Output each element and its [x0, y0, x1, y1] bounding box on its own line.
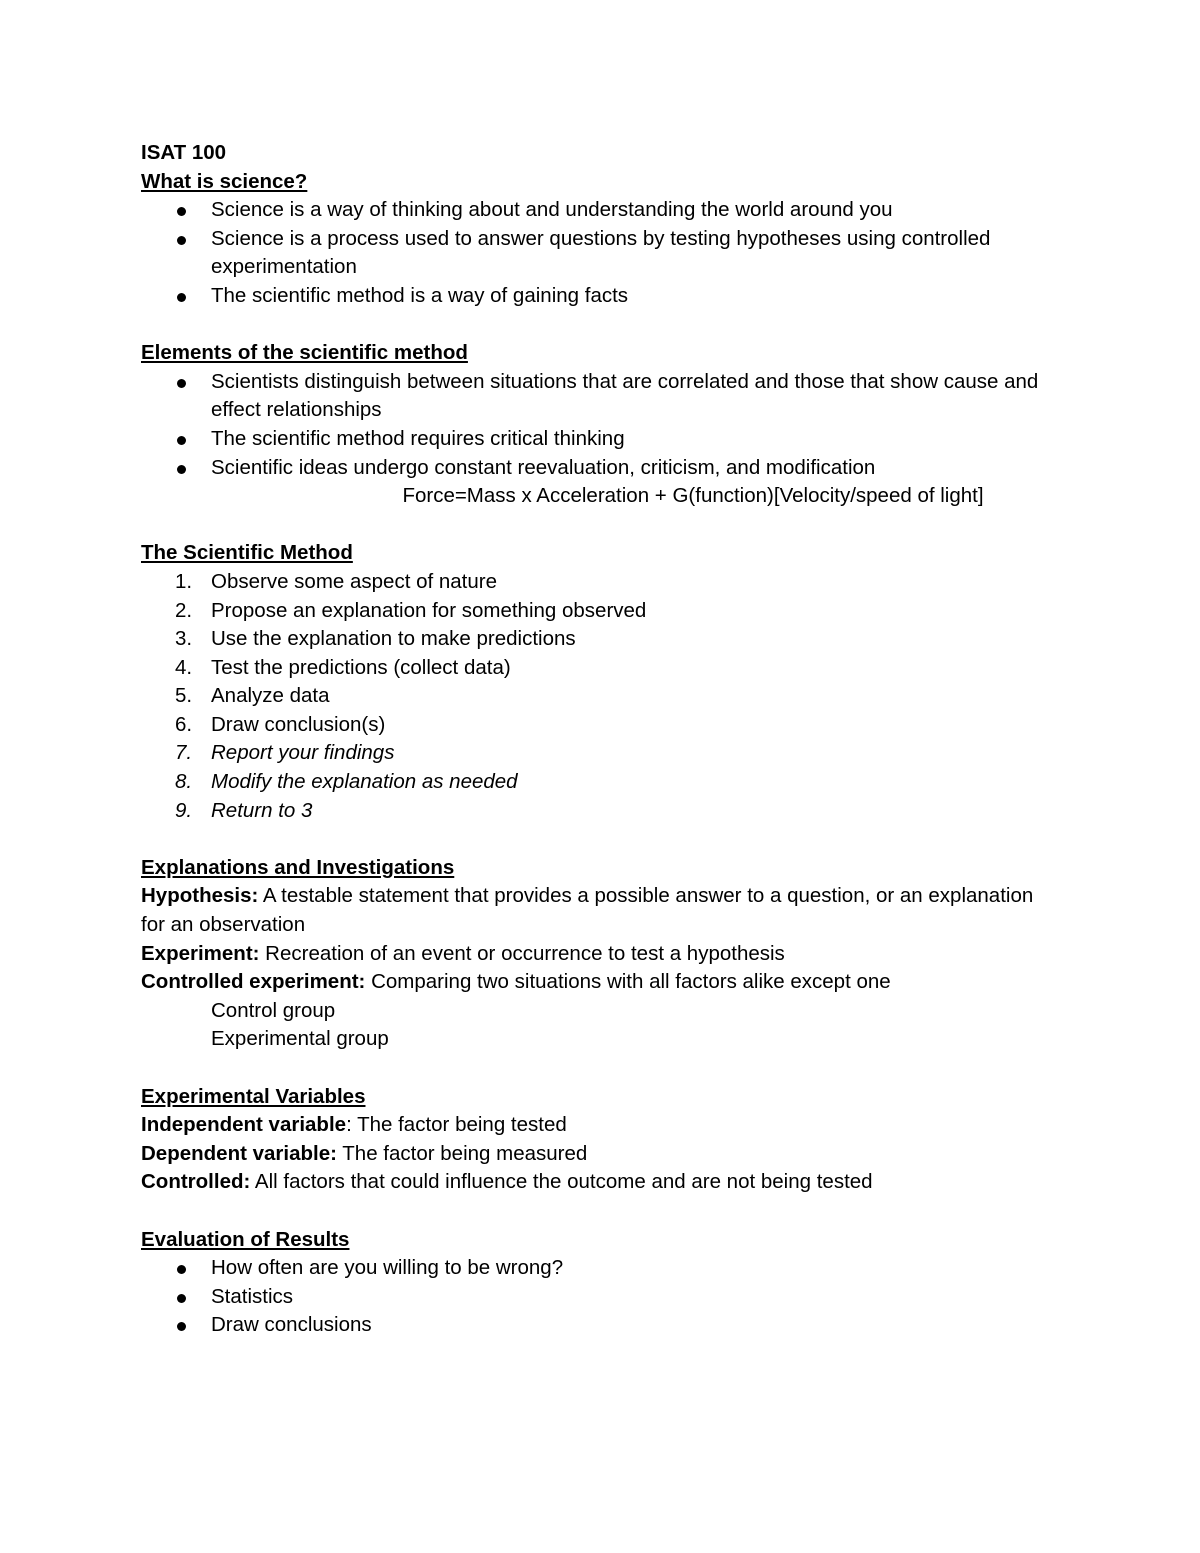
- elements-list: [141, 368, 1061, 482]
- heading-evaluation-of-results: Evaluation of Results: [141, 1227, 350, 1251]
- list-item: How often are you willing to be wrong?: [141, 1254, 1061, 1283]
- bullet-icon: [177, 1322, 186, 1331]
- independent-variable-definition: Independent variable: The factor being tested: [141, 1113, 567, 1137]
- heading-what-is-science: What is science?: [141, 169, 308, 193]
- spacer: [141, 311, 1061, 340]
- list-item: 3. Use the explanation to make predictions: [175, 627, 576, 651]
- bullet-icon: [177, 1265, 186, 1274]
- experimental-group-label: Experimental group: [211, 1027, 389, 1051]
- what-is-science-list: [141, 196, 1061, 310]
- document-title: ISAT 100: [141, 141, 227, 164]
- control-group-label: Control group: [211, 998, 336, 1022]
- list-item: 1. Observe some aspect of nature: [175, 569, 498, 593]
- spacer: [141, 825, 1061, 854]
- controlled-experiment-definition: Controlled experiment: Comparing two situations with all factors alike except one: [141, 970, 891, 994]
- bullet-icon: [177, 207, 186, 216]
- bullet-icon: [177, 379, 186, 388]
- controlled-definition: Controlled: All factors that could influence the outcome and are not being tested: [141, 1170, 873, 1194]
- heading-elements-of-method: Elements of the scientific method: [141, 341, 468, 365]
- list-item: 7. Report your findings: [175, 741, 395, 765]
- heading-explanations: Explanations and Investigations: [141, 855, 455, 879]
- heading-scientific-method: The Scientific Method: [141, 541, 353, 565]
- list-item: 5. Analyze data: [175, 684, 330, 708]
- list-item: Scientists distinguish between situations that are correlated and those that show cause and effect relationships: [141, 368, 1061, 425]
- list-item: 4. Test the predictions (collect data): [175, 655, 511, 679]
- list-item: 2. Propose an explanation for something observed: [175, 598, 647, 622]
- list-item: 9. Return to 3: [175, 798, 313, 822]
- list-item: Statistics: [141, 1283, 1061, 1312]
- list-item: Scientific ideas undergo constant reevaluation, criticism, and modification: [141, 454, 1061, 483]
- document-page: [141, 139, 1061, 1340]
- spacer: [141, 1197, 1061, 1226]
- bullet-icon: [177, 293, 186, 302]
- evaluation-list: [141, 1254, 1061, 1340]
- list-item: Draw conclusions: [141, 1311, 1061, 1340]
- hypothesis-definition: Hypothesis: A testable statement that provides a possible answer to a question, or an explanation for an observation: [141, 884, 1034, 937]
- list-item: Science is a process used to answer questions by testing hypotheses using controlled experimentation: [141, 225, 1061, 282]
- scientific-method-steps: [141, 568, 1061, 825]
- bullet-icon: [177, 236, 186, 245]
- list-item: 8. Modify the explanation as needed: [175, 770, 518, 794]
- list-item: Science is a way of thinking about and understanding the world around you: [141, 196, 1061, 225]
- list-item: The scientific method is a way of gaining facts: [141, 282, 1061, 311]
- dependent-variable-definition: Dependent variable: The factor being measured: [141, 1141, 588, 1165]
- experiment-definition: Experiment: Recreation of an event or occurrence to test a hypothesis: [141, 941, 785, 965]
- list-item: 6. Draw conclusion(s): [175, 712, 386, 736]
- list-item: The scientific method requires critical thinking: [141, 425, 1061, 454]
- spacer: [141, 511, 1061, 540]
- bullet-icon: [177, 465, 186, 474]
- heading-experimental-variables: Experimental Variables: [141, 1084, 366, 1108]
- bullet-icon: [177, 436, 186, 445]
- formula-text: Force=Mass x Acceleration + G(function)[Velocity/speed of light]: [402, 484, 984, 508]
- bullet-icon: [177, 1294, 186, 1303]
- spacer: [141, 1054, 1061, 1083]
